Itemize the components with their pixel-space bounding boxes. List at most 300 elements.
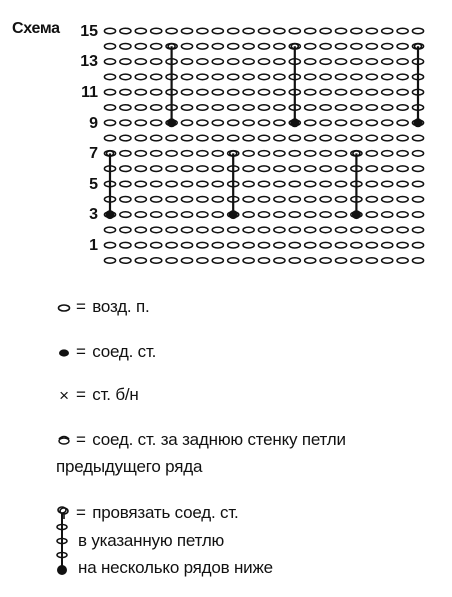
chart-stitch — [274, 212, 285, 218]
chart-stitch — [212, 166, 223, 172]
long-slip-legend-icon — [52, 505, 72, 581]
legend-long-slip-text2: в указанную петлю — [78, 531, 225, 550]
chart-stitch — [412, 28, 423, 34]
chart-stitch — [212, 212, 223, 218]
legend-slip-text: соед. ст. — [92, 342, 157, 361]
chart-stitch — [212, 89, 223, 95]
chart-stitch — [274, 89, 285, 95]
chart-stitch — [351, 44, 362, 50]
chart-stitch — [305, 44, 316, 50]
chart-stitch — [120, 151, 131, 157]
chart-stitch — [335, 89, 346, 95]
chart-stitch — [397, 181, 408, 187]
chart-stitch — [120, 89, 131, 95]
chart-stitch — [397, 44, 408, 50]
chart-stitch — [335, 28, 346, 34]
chart-stitch — [212, 44, 223, 50]
chart-stitch — [120, 197, 131, 203]
legend-slip-back-loop-eq: = — [76, 430, 86, 449]
chart-stitch — [135, 227, 146, 233]
chart-stitch — [104, 227, 115, 233]
chart-stitch — [320, 59, 331, 65]
chart-stitch — [335, 181, 346, 187]
chart-stitch — [335, 44, 346, 50]
chart-stitch — [366, 89, 377, 95]
chart-stitch — [212, 258, 223, 264]
chain-stitch-icon — [56, 298, 72, 318]
chart-stitch — [258, 151, 269, 157]
chart-stitch — [181, 227, 192, 233]
chart-stitch — [151, 258, 162, 264]
chart-stitch — [243, 258, 254, 264]
legend-sc — [56, 385, 139, 406]
chart-stitch — [412, 151, 423, 157]
chart-stitch — [305, 135, 316, 141]
chart-stitch — [212, 181, 223, 187]
chart-stitch — [305, 151, 316, 157]
chart-stitch — [305, 197, 316, 203]
chart-stitch — [397, 74, 408, 80]
chart-stitch — [197, 135, 208, 141]
chart-stitch — [274, 59, 285, 65]
chart-stitch — [258, 197, 269, 203]
chart-stitch — [382, 59, 393, 65]
chart-stitch — [335, 166, 346, 172]
chart-stitch — [181, 212, 192, 218]
chart-stitch — [212, 120, 223, 126]
chart-stitch — [151, 74, 162, 80]
chart-stitch — [397, 212, 408, 218]
chart-stitch — [243, 212, 254, 218]
chart-stitch — [181, 242, 192, 248]
chart-stitch — [197, 166, 208, 172]
chart-stitch — [197, 227, 208, 233]
chart-stitch — [335, 74, 346, 80]
chart-stitch — [181, 258, 192, 264]
chart-stitch — [382, 28, 393, 34]
chart-stitch — [305, 258, 316, 264]
chart-stitch — [305, 242, 316, 248]
chart-stitch — [274, 28, 285, 34]
chart-stitch — [274, 74, 285, 80]
chart-stitch — [104, 74, 115, 80]
chart-stitch — [397, 105, 408, 111]
chart-stitch — [228, 74, 239, 80]
chart-stitch — [397, 197, 408, 203]
chart-stitch — [151, 166, 162, 172]
legend-slip-back-loop-text2: предыдущего ряда — [56, 457, 203, 476]
chart-stitch — [166, 28, 177, 34]
chart-stitch — [104, 105, 115, 111]
chart-stitch — [151, 181, 162, 187]
chart-stitch — [258, 74, 269, 80]
chart-stitch — [135, 181, 146, 187]
chart-stitch — [243, 28, 254, 34]
chart-stitch — [366, 105, 377, 111]
chart-stitch — [320, 74, 331, 80]
chart-stitch — [243, 89, 254, 95]
chart-stitch — [320, 44, 331, 50]
chart-stitch — [212, 135, 223, 141]
slip-stitch-icon — [56, 343, 72, 363]
long-slip-stitch-anchor — [414, 118, 423, 127]
chart-stitch — [382, 89, 393, 95]
chart-stitch — [243, 74, 254, 80]
chart-stitch — [104, 120, 115, 126]
chart-stitch — [335, 258, 346, 264]
chart-stitch — [228, 242, 239, 248]
chart-stitch — [366, 242, 377, 248]
row-label-9: 9 — [89, 115, 98, 132]
chart-stitch — [397, 28, 408, 34]
crochet-chart — [0, 0, 452, 290]
chart-stitch — [228, 89, 239, 95]
chart-stitch — [289, 151, 300, 157]
row-label-11: 11 — [81, 84, 98, 101]
chart-stitch — [335, 242, 346, 248]
chart-stitch — [397, 227, 408, 233]
chart-stitch — [320, 242, 331, 248]
chart-stitch — [320, 212, 331, 218]
chart-stitch — [412, 197, 423, 203]
chart-stitch — [289, 197, 300, 203]
chart-stitch — [320, 197, 331, 203]
chart-stitch — [366, 151, 377, 157]
chart-stitch — [412, 166, 423, 172]
chart-stitch — [305, 227, 316, 233]
chart-stitch — [104, 135, 115, 141]
chart-stitch — [151, 120, 162, 126]
chart-stitch — [351, 59, 362, 65]
chart-stitch — [120, 227, 131, 233]
chart-stitch — [289, 212, 300, 218]
chart-stitch — [135, 197, 146, 203]
chart-stitch — [382, 151, 393, 157]
chart-stitch — [135, 74, 146, 80]
chart-stitch — [228, 105, 239, 111]
legend-slip-back-loop — [56, 430, 346, 451]
chart-stitch — [305, 89, 316, 95]
chart-stitch — [366, 166, 377, 172]
chart-stitch — [120, 105, 131, 111]
chart-stitch — [166, 181, 177, 187]
chart-stitch — [397, 151, 408, 157]
chart-stitch — [274, 120, 285, 126]
chart-stitch — [197, 28, 208, 34]
legend-sc-eq: = — [76, 385, 86, 404]
long-slip-stitch-anchor — [167, 118, 176, 127]
chart-stitch — [181, 181, 192, 187]
legend-chain-eq: = — [76, 297, 86, 316]
chart-stitch — [151, 197, 162, 203]
chart-stitch — [335, 59, 346, 65]
chart-stitch — [366, 227, 377, 233]
chart-stitch — [228, 59, 239, 65]
chart-stitch — [366, 181, 377, 187]
chart-stitch — [397, 89, 408, 95]
chart-stitch — [289, 28, 300, 34]
chart-stitch — [289, 166, 300, 172]
long-slip-stitch-anchor — [229, 210, 238, 219]
chart-stitch — [228, 135, 239, 141]
chart-stitch — [197, 44, 208, 50]
chart-stitch — [135, 59, 146, 65]
chart-stitch — [412, 258, 423, 264]
chart-stitch — [243, 227, 254, 233]
chart-stitch — [197, 105, 208, 111]
chart-stitch — [212, 151, 223, 157]
chart-stitch — [228, 44, 239, 50]
chart-stitch — [274, 197, 285, 203]
chart-stitch — [243, 197, 254, 203]
chart-stitch — [151, 242, 162, 248]
chart-stitch — [305, 166, 316, 172]
chart-stitch — [212, 105, 223, 111]
chart-stitch — [305, 120, 316, 126]
chart-stitch — [320, 120, 331, 126]
chart-stitch — [366, 120, 377, 126]
chart-stitch — [382, 258, 393, 264]
chart-stitch — [181, 151, 192, 157]
chart-stitch — [120, 28, 131, 34]
row-label-13: 13 — [80, 53, 98, 70]
chart-stitch — [135, 151, 146, 157]
chart-stitch — [243, 242, 254, 248]
chart-stitch — [412, 242, 423, 248]
chart-stitch — [382, 242, 393, 248]
chart-stitch — [258, 89, 269, 95]
single-crochet-icon: × — [59, 385, 69, 405]
chart-stitch — [120, 242, 131, 248]
chart-stitch — [120, 44, 131, 50]
chart-stitch — [151, 28, 162, 34]
chart-stitch — [166, 258, 177, 264]
chart-stitch — [135, 258, 146, 264]
chart-stitch — [382, 44, 393, 50]
chart-stitch — [412, 135, 423, 141]
chart-stitch — [166, 227, 177, 233]
chart-stitch — [335, 105, 346, 111]
chart-stitch — [366, 197, 377, 203]
chart-stitch — [335, 120, 346, 126]
legend-long-slip-text3: на несколько рядов ниже — [78, 558, 273, 577]
chart-stitch — [305, 28, 316, 34]
chart-stitch — [243, 44, 254, 50]
chart-stitch — [212, 74, 223, 80]
chart-stitch — [274, 227, 285, 233]
chart-stitch — [366, 74, 377, 80]
chart-stitch — [274, 166, 285, 172]
chart-stitch — [305, 59, 316, 65]
chart-stitch — [335, 151, 346, 157]
chart-stitch — [151, 151, 162, 157]
chart-stitch — [151, 44, 162, 50]
chart-stitch — [305, 181, 316, 187]
chart-stitch — [151, 135, 162, 141]
chart-stitch — [366, 59, 377, 65]
chart-stitch — [397, 166, 408, 172]
chart-stitch — [351, 258, 362, 264]
chart-stitch — [320, 258, 331, 264]
chart-stitch — [335, 135, 346, 141]
legend-long-slip — [56, 503, 239, 524]
chart-stitch — [120, 258, 131, 264]
chart-stitch — [289, 135, 300, 141]
long-slip-stitch-anchor — [106, 210, 115, 219]
chart-stitch — [166, 135, 177, 141]
chart-stitch — [382, 212, 393, 218]
chart-stitch — [258, 59, 269, 65]
chart-stitch — [366, 258, 377, 264]
chart-stitch — [151, 227, 162, 233]
chart-stitch — [212, 227, 223, 233]
chart-stitch — [120, 135, 131, 141]
chart-stitch — [151, 105, 162, 111]
chart-stitch — [320, 105, 331, 111]
chart-stitch — [366, 44, 377, 50]
chart-stitch — [228, 258, 239, 264]
chart-stitch — [274, 258, 285, 264]
chart-stitch — [135, 212, 146, 218]
legend-slip-eq: = — [76, 342, 86, 361]
chart-stitch — [351, 227, 362, 233]
chart-stitch — [197, 242, 208, 248]
chart-stitch — [289, 258, 300, 264]
chart-stitch — [289, 227, 300, 233]
chart-stitch — [135, 166, 146, 172]
chart-stitch — [166, 151, 177, 157]
chart-stitch — [181, 28, 192, 34]
legend-sc-text: ст. б/н — [92, 385, 139, 404]
chart-stitch — [412, 212, 423, 218]
chart-stitch — [120, 212, 131, 218]
chart-stitch — [274, 151, 285, 157]
legend-chain-text: возд. п. — [92, 297, 150, 316]
chart-stitch — [166, 212, 177, 218]
chart-stitch — [197, 181, 208, 187]
chart-stitch — [382, 105, 393, 111]
chart-stitch — [274, 181, 285, 187]
legend-long-slip-eq: = — [76, 503, 86, 522]
chart-stitch — [135, 89, 146, 95]
chart-stitch — [120, 74, 131, 80]
chart-stitch — [258, 227, 269, 233]
chart-stitch — [151, 59, 162, 65]
chart-stitch — [243, 166, 254, 172]
chart-stitch — [104, 28, 115, 34]
chart-stitch — [197, 59, 208, 65]
chart-stitch — [351, 135, 362, 141]
chart-stitch — [320, 227, 331, 233]
row-label-15: 15 — [80, 23, 98, 40]
chart-stitch — [228, 120, 239, 126]
chart-stitch — [335, 227, 346, 233]
chart-stitch — [397, 242, 408, 248]
chart-stitch — [320, 28, 331, 34]
chart-stitch — [197, 212, 208, 218]
chart-stitch — [305, 105, 316, 111]
chart-stitch — [104, 242, 115, 248]
chart-stitch — [382, 197, 393, 203]
chart-stitch — [243, 151, 254, 157]
chart-stitch — [212, 197, 223, 203]
chart-stitch — [320, 135, 331, 141]
legend-slip — [56, 342, 156, 363]
chart-stitch — [397, 258, 408, 264]
chart-stitch — [151, 89, 162, 95]
chart-stitch — [258, 166, 269, 172]
chart-stitch — [243, 59, 254, 65]
chart-stitch — [258, 212, 269, 218]
chart-stitch — [351, 242, 362, 248]
chart-stitch — [197, 151, 208, 157]
chart-stitch — [228, 227, 239, 233]
chart-stitch — [243, 135, 254, 141]
chart-stitch — [397, 59, 408, 65]
chart-stitch — [181, 89, 192, 95]
chart-stitch — [181, 44, 192, 50]
chart-stitch — [212, 28, 223, 34]
chart-stitch — [305, 212, 316, 218]
chart-stitch — [181, 120, 192, 126]
legend-long-slip-text: провязать соед. ст. — [92, 503, 239, 522]
chart-stitch — [351, 89, 362, 95]
chart-stitch — [289, 242, 300, 248]
chart-stitch — [320, 89, 331, 95]
chart-stitch — [366, 212, 377, 218]
chart-stitch — [351, 105, 362, 111]
chart-stitch — [135, 28, 146, 34]
chart-stitch — [258, 135, 269, 141]
chart-stitch — [305, 74, 316, 80]
row-label-7: 7 — [89, 145, 98, 162]
chart-stitch — [243, 181, 254, 187]
chart-stitch — [197, 74, 208, 80]
chart-stitch — [258, 258, 269, 264]
chart-stitch — [151, 212, 162, 218]
legend-chain — [56, 297, 150, 318]
chart-stitch — [181, 166, 192, 172]
chart-stitch — [382, 227, 393, 233]
chart-stitch — [274, 44, 285, 50]
row-label-5: 5 — [89, 176, 98, 193]
chart-stitch — [104, 258, 115, 264]
row-label-3: 3 — [89, 206, 98, 223]
chart-stitch — [274, 105, 285, 111]
chart-stitch — [258, 120, 269, 126]
chart-stitch — [181, 197, 192, 203]
chart-stitch — [120, 181, 131, 187]
chart-stitch — [212, 242, 223, 248]
chart-stitch — [243, 105, 254, 111]
chart-stitch — [166, 197, 177, 203]
chart-stitch — [366, 135, 377, 141]
chart-stitch — [382, 166, 393, 172]
chart-stitch — [135, 44, 146, 50]
chart-stitch — [197, 89, 208, 95]
chart-stitch — [351, 74, 362, 80]
chart-stitch — [120, 166, 131, 172]
chart-stitch — [135, 120, 146, 126]
legend-slip-back-loop-text: соед. ст. за заднюю стенку петли — [92, 430, 346, 449]
chart-stitch — [320, 151, 331, 157]
chart-stitch — [243, 120, 254, 126]
chart-stitch — [258, 28, 269, 34]
chart-stitch — [181, 59, 192, 65]
chart-stitch — [135, 242, 146, 248]
chart-stitch — [212, 59, 223, 65]
chart-stitch — [397, 135, 408, 141]
